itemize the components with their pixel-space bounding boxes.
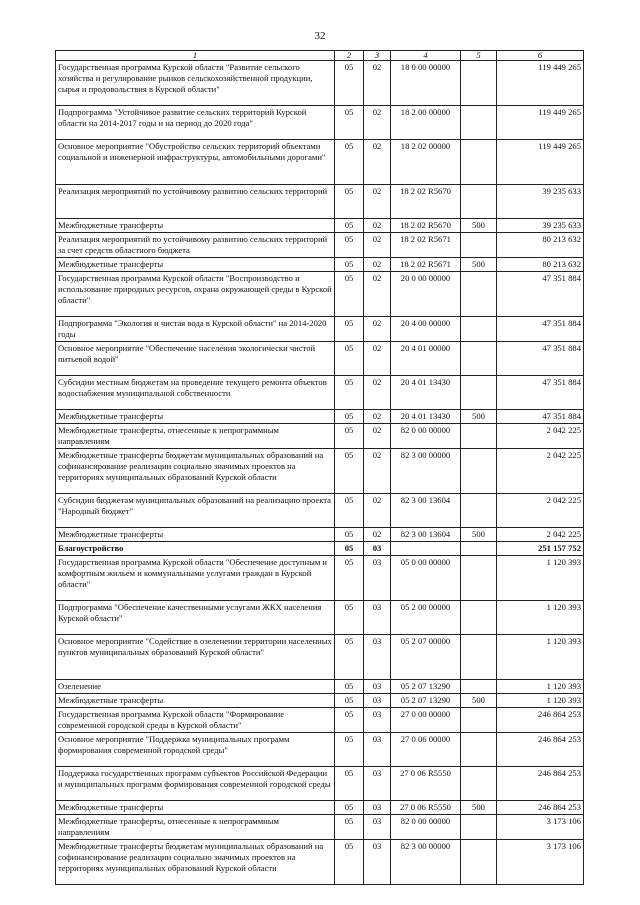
amount-cell: 47 351 884 xyxy=(497,342,584,376)
section-code-cell: 05 xyxy=(335,376,364,410)
section-code-cell: 05 xyxy=(335,767,364,801)
section-code-cell: 05 xyxy=(335,342,364,376)
table-row xyxy=(56,317,584,342)
section-code-cell: 05 xyxy=(335,61,364,106)
target-item-code-cell: 05 2 07 13290 xyxy=(391,680,461,694)
subsection-code-cell: 03 xyxy=(364,733,391,767)
expense-type-cell xyxy=(461,424,497,449)
row-name-cell: Субсидии бюджетам муниципальных образований на реализацию проекта "Народный бюджет" xyxy=(56,494,335,528)
amount-cell: 47 351 884 xyxy=(497,376,584,410)
row-name-cell: Основное мероприятие "Содействие в озеленении территории населенных пунктов муниципальных образований Курской области" xyxy=(56,635,335,680)
row-name-cell: Межбюджетные трансферты бюджетам муниципальных образований на софинансирование реализации социально значимых проектов на территориях муниципальных образований Курской области xyxy=(56,449,335,494)
expense-type-cell: 500 xyxy=(461,801,497,815)
subsection-code-cell: 03 xyxy=(364,601,391,635)
table-row xyxy=(56,449,584,494)
row-name-cell: Подпрограмма "Обеспечение качественными услугами ЖКХ населения Курской области" xyxy=(56,601,335,635)
amount-cell: 47 351 884 xyxy=(497,410,584,424)
expense-type-cell: 500 xyxy=(461,410,497,424)
target-item-code-cell: 05 0 00 00000 xyxy=(391,556,461,601)
table-row xyxy=(56,733,584,767)
table-row xyxy=(56,694,584,708)
amount-cell: 80 213 632 xyxy=(497,233,584,258)
section-code-cell: 05 xyxy=(335,272,364,317)
subsection-code-cell: 03 xyxy=(364,635,391,680)
amount-cell: 47 351 884 xyxy=(497,272,584,317)
subsection-code-cell: 02 xyxy=(364,376,391,410)
column-number: 1 xyxy=(56,51,335,61)
target-item-code-cell xyxy=(391,542,461,556)
table-row xyxy=(56,258,584,272)
subsection-code-cell: 02 xyxy=(364,233,391,258)
amount-cell: 3 173 106 xyxy=(497,840,584,885)
expense-type-cell xyxy=(461,494,497,528)
amount-cell: 246 864 253 xyxy=(497,767,584,801)
target-item-code-cell: 20 4 01 13430 xyxy=(391,376,461,410)
target-item-code-cell: 18 2 02 00000 xyxy=(391,140,461,185)
section-code-cell: 05 xyxy=(335,424,364,449)
target-item-code-cell: 27 0 06 R5550 xyxy=(391,767,461,801)
table-row xyxy=(56,556,584,601)
target-item-code-cell: 18 2 02 R5671 xyxy=(391,258,461,272)
column-number: 4 xyxy=(391,51,461,61)
target-item-code-cell: 18 2 02 R5670 xyxy=(391,185,461,219)
amount-cell: 251 157 752 xyxy=(497,542,584,556)
target-item-code-cell: 18 0 00 00000 xyxy=(391,61,461,106)
row-name-cell: Основное мероприятие "Поддержка муниципальных программ формирования современной городской среды" xyxy=(56,733,335,767)
subsection-code-cell: 03 xyxy=(364,815,391,840)
table-row xyxy=(56,272,584,317)
amount-cell: 2 042 225 xyxy=(497,528,584,542)
amount-cell: 1 120 393 xyxy=(497,556,584,601)
subsection-code-cell: 03 xyxy=(364,840,391,885)
table-row xyxy=(56,61,584,106)
subsection-code-cell: 02 xyxy=(364,410,391,424)
expense-type-cell xyxy=(461,233,497,258)
subsection-code-cell: 02 xyxy=(364,185,391,219)
expense-type-cell xyxy=(461,542,497,556)
subsection-code-cell: 02 xyxy=(364,140,391,185)
amount-cell: 47 351 884 xyxy=(497,317,584,342)
budget-table-body xyxy=(56,51,584,885)
subsection-code-cell: 03 xyxy=(364,767,391,801)
amount-cell: 2 042 225 xyxy=(497,449,584,494)
amount-cell: 119 449 265 xyxy=(497,140,584,185)
target-item-code-cell: 05 2 07 13290 xyxy=(391,694,461,708)
subsection-code-cell: 02 xyxy=(364,61,391,106)
target-item-code-cell: 20 4 00 00000 xyxy=(391,317,461,342)
expense-type-cell xyxy=(461,635,497,680)
amount-cell: 119 449 265 xyxy=(497,106,584,140)
amount-cell: 246 864 253 xyxy=(497,733,584,767)
section-code-cell: 05 xyxy=(335,801,364,815)
table-row xyxy=(56,680,584,694)
table-row xyxy=(56,106,584,140)
subsection-code-cell: 03 xyxy=(364,708,391,733)
row-name-cell: Межбюджетные трансферты xyxy=(56,694,335,708)
section-code-cell: 05 xyxy=(335,185,364,219)
subsection-code-cell: 02 xyxy=(364,272,391,317)
section-code-cell: 05 xyxy=(335,815,364,840)
expense-type-cell xyxy=(461,140,497,185)
row-name-cell: Основное мероприятие "Обустройство сельских территорий объектами социальной и инженерной инфраструктуры, автомобильными дорогами" xyxy=(56,140,335,185)
expense-type-cell: 500 xyxy=(461,219,497,233)
table-row xyxy=(56,840,584,885)
amount-cell: 246 864 253 xyxy=(497,801,584,815)
amount-cell: 1 120 393 xyxy=(497,694,584,708)
expense-type-cell xyxy=(461,185,497,219)
target-item-code-cell: 05 2 00 00000 xyxy=(391,601,461,635)
section-code-cell: 05 xyxy=(335,601,364,635)
section-code-cell: 05 xyxy=(335,694,364,708)
subsection-code-cell: 02 xyxy=(364,494,391,528)
subsection-code-cell: 03 xyxy=(364,801,391,815)
table-row xyxy=(56,424,584,449)
column-number: 3 xyxy=(364,51,391,61)
expense-type-cell: 500 xyxy=(461,694,497,708)
subsection-code-cell: 03 xyxy=(364,694,391,708)
table-row xyxy=(56,601,584,635)
amount-cell: 39 235 633 xyxy=(497,185,584,219)
section-code-cell: 05 xyxy=(335,410,364,424)
section-code-cell: 05 xyxy=(335,708,364,733)
row-name-cell: Межбюджетные трансферты xyxy=(56,528,335,542)
section-code-cell: 05 xyxy=(335,449,364,494)
section-code-cell: 05 xyxy=(335,556,364,601)
row-name-cell: Межбюджетные трансферты бюджетам муниципальных образований на софинансирование реализации социально значимых проектов на территориях муниципальных образований Курской области xyxy=(56,840,335,885)
section-code-cell: 05 xyxy=(335,542,364,556)
amount-cell: 39 235 633 xyxy=(497,219,584,233)
subsection-code-cell: 02 xyxy=(364,342,391,376)
row-name-cell: Субсидии местным бюджетам на проведение текущего ремонта объектов водоснабжения муниципальной собственности xyxy=(56,376,335,410)
target-item-code-cell: 18 2 02 R5670 xyxy=(391,219,461,233)
subsection-code-cell: 03 xyxy=(364,556,391,601)
subsection-code-cell: 03 xyxy=(364,542,391,556)
expense-type-cell xyxy=(461,680,497,694)
row-name-cell: Государственная программа Курской области "Воспроизводство и использование природных ресурсов, охрана окружающей среды в Курской области" xyxy=(56,272,335,317)
table-row xyxy=(56,219,584,233)
row-name-cell: Государственная программа Курской области "Развитие сельского хозяйства и регулирование рынков сельскохозяйственной продукции, сырья и продовольствия в Курской области" xyxy=(56,61,335,106)
expense-type-cell: 500 xyxy=(461,528,497,542)
expense-type-cell xyxy=(461,733,497,767)
amount-cell: 1 120 393 xyxy=(497,635,584,680)
expense-type-cell xyxy=(461,61,497,106)
row-name-cell: Реализация мероприятий по устойчивому развитию сельских территорий за счет средств областного бюджета xyxy=(56,233,335,258)
target-item-code-cell: 20 4 01 13430 xyxy=(391,410,461,424)
target-item-code-cell: 18 2 02 R5671 xyxy=(391,233,461,258)
subsection-code-cell: 02 xyxy=(364,317,391,342)
table-row xyxy=(56,528,584,542)
row-name-cell: Государственная программа Курской области "Формирование современной городской среды в Курской области" xyxy=(56,708,335,733)
target-item-code-cell: 05 2 07 00000 xyxy=(391,635,461,680)
target-item-code-cell: 82 0 00 00000 xyxy=(391,815,461,840)
table-row xyxy=(56,185,584,219)
target-item-code-cell: 18 2 00 00000 xyxy=(391,106,461,140)
subsection-code-cell: 03 xyxy=(364,680,391,694)
row-name-cell: Межбюджетные трансферты xyxy=(56,801,335,815)
expense-type-cell xyxy=(461,815,497,840)
row-name-cell: Благоустройство xyxy=(56,542,335,556)
column-number: 5 xyxy=(461,51,497,61)
expense-type-cell xyxy=(461,376,497,410)
row-name-cell: Межбюджетные трансферты xyxy=(56,219,335,233)
amount-cell: 1 120 393 xyxy=(497,601,584,635)
target-item-code-cell: 82 0 00 00000 xyxy=(391,424,461,449)
row-name-cell: Межбюджетные трансферты xyxy=(56,258,335,272)
table-row xyxy=(56,708,584,733)
row-name-cell: Подпрограмма "Устойчивое развитие сельских территорий Курской области на 2014-2017 годы и на период до 2020 года" xyxy=(56,106,335,140)
section-code-cell: 05 xyxy=(335,840,364,885)
amount-cell: 119 449 265 xyxy=(497,61,584,106)
target-item-code-cell: 27 0 06 00000 xyxy=(391,733,461,767)
row-name-cell: Государственная программа Курской области "Обеспечение доступным и комфортным жильем и коммунальными услугами граждан в Курской области" xyxy=(56,556,335,601)
target-item-code-cell: 82 3 00 00000 xyxy=(391,840,461,885)
row-name-cell: Межбюджетные трансферты, отнесенные к непрограммным направлениям xyxy=(56,815,335,840)
section-code-cell: 05 xyxy=(335,635,364,680)
row-name-cell: Основное мероприятие "Обеспечение населения экологически чистой питьевой водой" xyxy=(56,342,335,376)
table-row xyxy=(56,233,584,258)
expense-type-cell xyxy=(461,601,497,635)
target-item-code-cell: 82 3 00 13604 xyxy=(391,528,461,542)
section-code-cell: 05 xyxy=(335,106,364,140)
table-row xyxy=(56,767,584,801)
section-code-cell: 05 xyxy=(335,233,364,258)
expense-type-cell: 500 xyxy=(461,258,497,272)
target-item-code-cell: 82 3 00 00000 xyxy=(391,449,461,494)
expense-type-cell xyxy=(461,556,497,601)
row-name-cell: Реализация мероприятий по устойчивому развитию сельских территорий xyxy=(56,185,335,219)
row-name-cell: Межбюджетные трансферты xyxy=(56,410,335,424)
amount-cell: 2 042 225 xyxy=(497,424,584,449)
expense-type-cell xyxy=(461,767,497,801)
amount-cell: 246 864 253 xyxy=(497,708,584,733)
table-row xyxy=(56,815,584,840)
page-number: 32 xyxy=(314,30,326,42)
column-number: 6 xyxy=(497,51,584,61)
target-item-code-cell: 82 3 00 13604 xyxy=(391,494,461,528)
target-item-code-cell: 27 0 06 R5550 xyxy=(391,801,461,815)
row-name-cell: Поддержка государственных программ субъектов Российской Федерации и муниципальных программ формирования современной городской среды xyxy=(56,767,335,801)
row-name-cell: Межбюджетные трансферты, отнесенные к непрограммным направлениям xyxy=(56,424,335,449)
section-code-cell: 05 xyxy=(335,494,364,528)
budget-table xyxy=(55,50,584,885)
subsection-code-cell: 02 xyxy=(364,106,391,140)
subsection-code-cell: 02 xyxy=(364,258,391,272)
expense-type-cell xyxy=(461,342,497,376)
amount-cell: 80 213 632 xyxy=(497,258,584,272)
section-code-cell: 05 xyxy=(335,140,364,185)
expense-type-cell xyxy=(461,708,497,733)
section-code-cell: 05 xyxy=(335,317,364,342)
column-number: 2 xyxy=(335,51,364,61)
amount-cell: 1 120 393 xyxy=(497,680,584,694)
section-code-cell: 05 xyxy=(335,680,364,694)
table-row xyxy=(56,801,584,815)
row-name-cell: Подпрограмма "Экология и чистая вода в Курской области" на 2014-2020 годы xyxy=(56,317,335,342)
table-row xyxy=(56,376,584,410)
subsection-code-cell: 02 xyxy=(364,528,391,542)
section-code-cell: 05 xyxy=(335,258,364,272)
amount-cell: 3 173 106 xyxy=(497,815,584,840)
table-row xyxy=(56,542,584,556)
section-code-cell: 05 xyxy=(335,528,364,542)
section-code-cell: 05 xyxy=(335,219,364,233)
row-name-cell: Озеленение xyxy=(56,680,335,694)
column-number-row xyxy=(56,51,584,61)
target-item-code-cell: 27 0 00 00000 xyxy=(391,708,461,733)
table-row xyxy=(56,410,584,424)
table-row xyxy=(56,635,584,680)
expense-type-cell xyxy=(461,106,497,140)
expense-type-cell xyxy=(461,272,497,317)
target-item-code-cell: 20 0 00 00000 xyxy=(391,272,461,317)
subsection-code-cell: 02 xyxy=(364,219,391,233)
table-row xyxy=(56,342,584,376)
section-code-cell: 05 xyxy=(335,733,364,767)
table-row xyxy=(56,140,584,185)
table-row xyxy=(56,494,584,528)
target-item-code-cell: 20 4 01 00000 xyxy=(391,342,461,376)
amount-cell: 2 042 225 xyxy=(497,494,584,528)
subsection-code-cell: 02 xyxy=(364,449,391,494)
expense-type-cell xyxy=(461,449,497,494)
expense-type-cell xyxy=(461,840,497,885)
expense-type-cell xyxy=(461,317,497,342)
subsection-code-cell: 02 xyxy=(364,424,391,449)
